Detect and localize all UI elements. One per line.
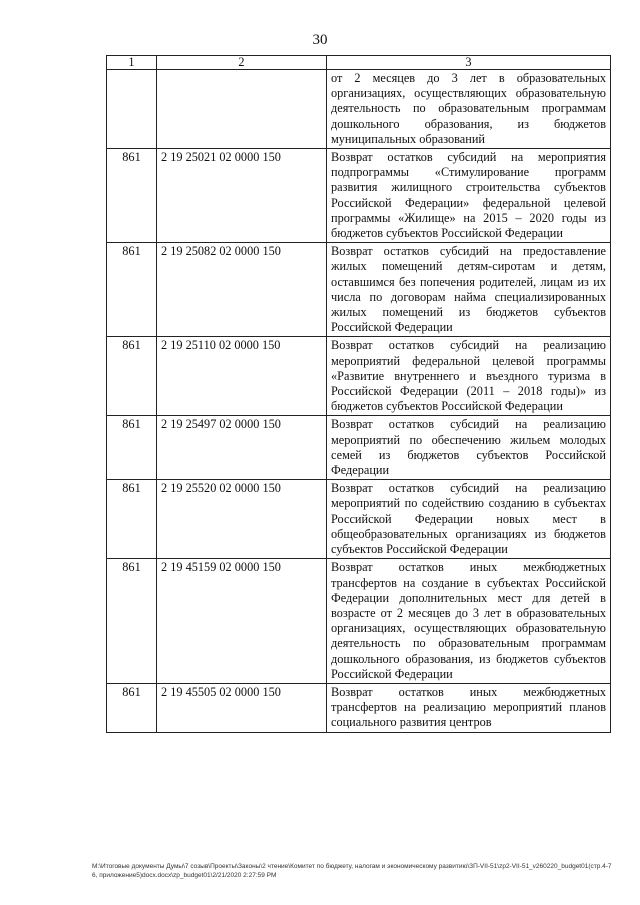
- budget-code-cell: 2 19 25110 02 0000 150: [157, 337, 327, 416]
- admin-code-cell: [107, 70, 157, 149]
- page-number: 30: [312, 32, 328, 48]
- column-header-code: 2: [157, 56, 327, 70]
- budget-code-cell: 2 19 45159 02 0000 150: [157, 559, 327, 684]
- description-cell: от 2 месяцев до 3 лет в образовательных организациях, осуществляющих образовательную деятельность по образовательным программам дошкольного образования, из бюджетов муниципальных образований: [327, 70, 611, 149]
- table-row: [107, 683, 611, 732]
- table-row: [107, 480, 611, 559]
- description-cell: Возврат остатков иных межбюджетных трансфертов на создание в субъектах Российской Федерации дополнительных мест для детей в возрасте от 2 месяцев до 3 лет в образовательных организациях, осуществляющих образовательную деятельность по образовательным программам дошкольного образования, из бюджетов субъектов Российской Федерации: [327, 559, 611, 684]
- budget-code-cell: 2 19 25520 02 0000 150: [157, 480, 327, 559]
- table-row: [107, 559, 611, 684]
- description-cell: Возврат остатков субсидий на реализацию мероприятий по содействию созданию в субъектах Российской Федерации новых мест в общеобразовательных организациях из бюджетов субъектов Российской Федерации: [327, 480, 611, 559]
- column-header-admin: 1: [107, 56, 157, 70]
- budget-code-cell: 2 19 25021 02 0000 150: [157, 149, 327, 243]
- description-cell: Возврат остатков субсидий на мероприятия подпрограммы «Стимулирование программ развития жилищного строительства субъектов Российской Федерации» федеральной целевой программы «Жилище» на 2015 – 2020 годы из бюджетов субъектов Российской Федерации: [327, 149, 611, 243]
- admin-code-cell: 861: [107, 683, 157, 732]
- admin-code-cell: 861: [107, 480, 157, 559]
- admin-code-cell: 861: [107, 243, 157, 337]
- column-header-description: 3: [327, 56, 611, 70]
- table-row: [107, 70, 611, 149]
- budget-codes-table: [106, 55, 611, 733]
- budget-code-cell: 2 19 25497 02 0000 150: [157, 416, 327, 480]
- table-row: [107, 243, 611, 337]
- description-cell: Возврат остатков иных межбюджетных трансфертов на реализацию мероприятий планов социального развития центров: [327, 683, 611, 732]
- table-row: [107, 416, 611, 480]
- admin-code-cell: 861: [107, 149, 157, 243]
- admin-code-cell: 861: [107, 337, 157, 416]
- description-cell: Возврат остатков субсидий на реализацию мероприятий федеральной целевой программы «Развитие внутреннего и въездного туризма в Российской Федерации (2011 – 2018 годы)» из бюджетов субъектов Российской Федерации: [327, 337, 611, 416]
- admin-code-cell: 861: [107, 416, 157, 480]
- budget-code-cell: 2 19 45505 02 0000 150: [157, 683, 327, 732]
- budget-code-cell: 2 19 25082 02 0000 150: [157, 243, 327, 337]
- table-row: [107, 149, 611, 243]
- description-cell: Возврат остатков субсидий на предоставление жилых помещений детям-сиротам и детям, оставшимся без попечения родителей, лицам из их числа по договорам найма специализированных жилых помещений из бюджетов субъектов Российской Федерации: [327, 243, 611, 337]
- description-cell: Возврат остатков субсидий на реализацию мероприятий по обеспечению жильем молодых семей из бюджетов субъектов Российской Федерации: [327, 416, 611, 480]
- table-row: [107, 337, 611, 416]
- document-path-footer: M:\Итоговые документы Думы\7 созыв\Проекты\Законы\2 чтение\Комитет по бюджету, налогам и экономическому развитию\ЗП-VII-51\zp2-VII-51_v260220_budget01(стр.4-76, приложение5)docx.docx\zp_budget01\2/21/2020 2:27:59 PM: [92, 863, 612, 879]
- budget-code-cell: [157, 70, 327, 149]
- table-header-row: [107, 56, 611, 70]
- admin-code-cell: 861: [107, 559, 157, 684]
